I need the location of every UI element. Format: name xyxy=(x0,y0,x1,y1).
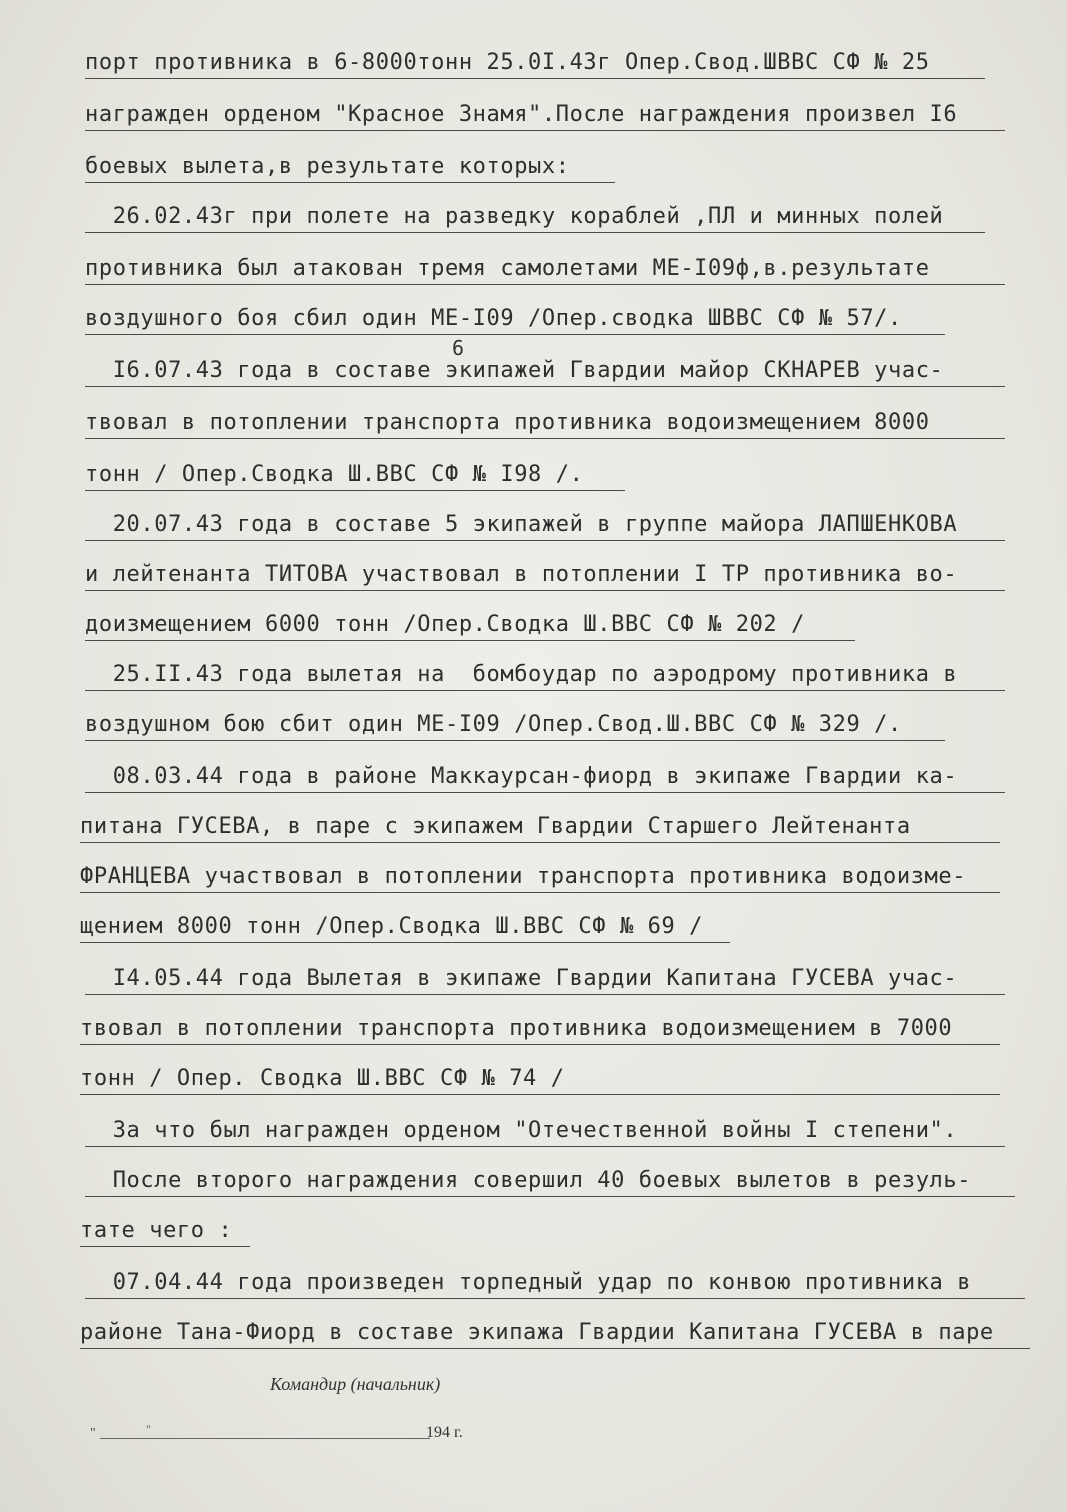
text-line xyxy=(85,246,1005,285)
text-line-content: тонн / Опер.Сводка Ш.ВВС СФ № I98 /. xyxy=(85,462,584,487)
text-line xyxy=(85,754,1005,793)
text-line-content: твовал в потоплении транспорта противника водоизмещением в 7000 xyxy=(80,1016,953,1041)
text-line xyxy=(80,904,730,943)
text-line xyxy=(80,1056,1000,1095)
text-line-content: тате чего : xyxy=(80,1218,233,1243)
text-line xyxy=(85,452,625,491)
text-line-content: щением 8000 тонн /Опер.Сводка Ш.ВВС СФ № 69 / xyxy=(80,914,704,939)
text-line xyxy=(85,1108,1005,1147)
text-line xyxy=(80,1310,1030,1349)
text-line xyxy=(85,652,1005,691)
date-year: 194 г. xyxy=(426,1424,463,1441)
text-line xyxy=(80,804,1000,843)
text-line xyxy=(85,602,855,641)
text-line-content: 07.04.44 года произведен торпедный удар по конвою противника в xyxy=(85,1270,972,1295)
text-line xyxy=(85,1260,1025,1299)
text-line-content: За что был награжден орденом "Отечественной войны I степени". xyxy=(85,1118,958,1143)
text-line-content: 20.07.43 года в составе 5 экипажей в группе майора ЛАПШЕНКОВА xyxy=(85,512,958,537)
text-line-content: тонн / Опер. Сводка Ш.ВВС СФ № 74 / xyxy=(80,1066,565,1091)
text-line-content: 08.03.44 года в районе Маккаурсан-фиорд в экипаже Гвардии ка- xyxy=(85,764,958,789)
text-line-content: боевых вылета,в результате которых: xyxy=(85,154,570,179)
text-line-content: порт противника в 6-8000тонн 25.0I.43г Опер.Свод.ШВВС СФ № 25 xyxy=(85,50,930,75)
text-line-content: I4.05.44 года Вылетая в экипаже Гвардии Капитана ГУСЕВА учас- xyxy=(85,966,958,991)
text-line-content: твовал в потоплении транспорта противника водоизмещением 8000 xyxy=(85,410,930,435)
text-line-content: 26.02.43г при полете на разведку кораблей ,ПЛ и минных полей xyxy=(85,204,944,229)
text-line xyxy=(85,956,1005,995)
text-line-content: доизмещением 6000 тонн /Опер.Сводка Ш.ВВС СФ № 202 / xyxy=(85,612,805,637)
text-line xyxy=(80,854,1000,893)
text-line-content: противника был атакован тремя самолетами МЕ-I09ф,в.результате xyxy=(85,256,930,281)
commander-label: Командир (начальник) xyxy=(270,1374,441,1394)
date-open-quote: " xyxy=(90,1426,96,1441)
text-line-content: питана ГУСЕВА, в паре с экипажем Гвардии Старшего Лейтенанта xyxy=(80,814,911,839)
text-line xyxy=(85,40,985,79)
text-line xyxy=(85,502,1005,541)
text-line xyxy=(85,144,615,183)
text-line xyxy=(85,702,945,741)
text-line-content: награжден орденом "Красное Знамя".После награждения произвел I6 xyxy=(85,102,958,127)
text-line-content: I6.07.43 года в составе экипажей Гвардии майор СКНАРЕВ учас- xyxy=(85,358,944,383)
text-line xyxy=(85,194,985,233)
text-line-content: воздушном бою сбит один МЕ-I09 /Опер.Свод.Ш.ВВС СФ № 329 /. xyxy=(85,712,902,737)
text-line xyxy=(85,92,1005,131)
text-line-content: 25.II.43 года вылетая на бомбоудар по аэродрому противника в xyxy=(85,662,958,687)
text-line-content: и лейтенанта ТИТОВА участвовал в потоплении I ТР противника во- xyxy=(85,562,958,587)
date-fill-line xyxy=(100,1438,430,1439)
text-line xyxy=(80,1006,1000,1045)
text-line xyxy=(85,400,1005,439)
text-line-content: районе Тана-Фиорд в составе экипажа Гвардии Капитана ГУСЕВА в паре xyxy=(80,1320,994,1345)
text-line-content: воздушного боя сбил один МЕ-I09 /Опер.сводка ШВВС СФ № 57/. xyxy=(85,306,902,331)
date-close-quote: " xyxy=(146,1422,151,1436)
text-line-content: После второго награждения совершил 40 боевых вылетов в резуль- xyxy=(85,1168,972,1193)
text-line xyxy=(80,1208,250,1247)
text-line xyxy=(85,296,945,335)
handwritten-insert: 6 xyxy=(452,336,465,360)
text-line xyxy=(85,348,1005,387)
text-line xyxy=(85,1158,1015,1197)
text-line xyxy=(85,552,1005,591)
text-line-content: ФРАНЦЕВА участвовал в потоплении транспорта противника водоизме- xyxy=(80,864,967,889)
